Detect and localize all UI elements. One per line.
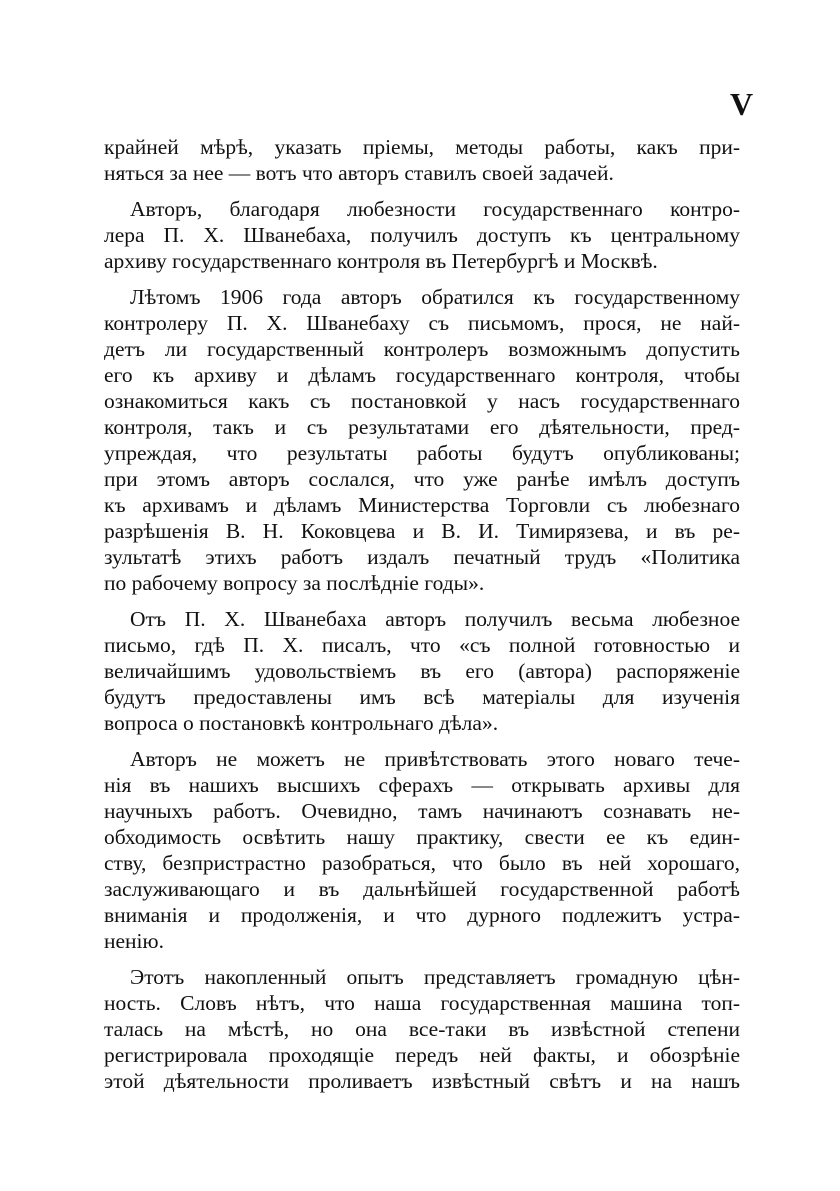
text-line: крайней мѣрѣ, указать пріемы, методы работы, какъ при-: [104, 135, 740, 159]
text-line: Этотъ накопленный опытъ представляетъ громадную цѣн-: [130, 965, 740, 989]
paragraph-4: [104, 606, 740, 736]
paragraph-5: [104, 746, 740, 954]
text-line: контролеру П. Х. Шванебаху съ письмомъ, прося, не най-: [104, 311, 740, 335]
text-line: ненію.: [104, 929, 164, 953]
text-line: упреждая, что результаты работы будутъ опубликованы;: [104, 441, 740, 465]
text-line: лера П. Х. Шванебаха, получилъ доступъ къ центральному: [104, 223, 740, 247]
text-line: Отъ П. Х. Шванебаха авторъ получилъ весьма любезное: [130, 607, 740, 631]
paragraph-3: [104, 284, 740, 596]
body-text: [104, 134, 740, 1094]
page-number: V: [730, 86, 754, 122]
text-line: нія въ нашихъ высшихъ сферахъ — открывать архивы для: [104, 773, 740, 797]
text-line: Авторъ не можетъ не привѣтствовать этого новаго тече-: [130, 747, 740, 771]
text-line: по рабочему вопросу за послѣдніе годы».: [104, 571, 485, 595]
text-line: заслуживающаго и въ дальнѣйшей государственной работѣ: [104, 877, 740, 901]
text-line: вопроса о постановкѣ контрольнаго дѣла».: [104, 711, 499, 735]
text-line: ознакомиться какъ съ постановкой у насъ государственнаго: [104, 389, 740, 413]
text-line: письмо, гдѣ П. Х. писалъ, что «съ полной готовностью и: [104, 633, 740, 657]
text-line: къ архивамъ и дѣламъ Министерства Торговли съ любезнаго: [104, 493, 740, 517]
paragraph-1: [104, 134, 740, 186]
text-line: величайшимъ удовольствіемъ въ его (автора) распоряженіе: [104, 659, 740, 683]
text-line: будутъ предоставлены имъ всѣ матеріалы для изученія: [104, 685, 740, 709]
text-line: архиву государственнаго контроля въ Петербургѣ и Москвѣ.: [104, 249, 658, 273]
text-line: няться за нее — вотъ что авторъ ставилъ своей задачей.: [104, 161, 614, 185]
text-line: зультатѣ этихъ работъ издалъ печатный трудъ «Политика: [104, 545, 740, 569]
paragraph-6: [104, 964, 740, 1094]
text-line: вниманія и продолженія, и что дурного подлежитъ устра-: [104, 903, 740, 927]
text-line: детъ ли государственный контролеръ возможнымъ допустить: [104, 337, 740, 361]
text-line: разрѣшенія В. Н. Коковцева и В. И. Тимирязева, и въ ре-: [104, 519, 740, 543]
text-line: Лѣтомъ 1906 года авторъ обратился къ государственному: [130, 285, 740, 309]
text-line: ству, безпристрастно разобраться, что было въ ней хорошаго,: [104, 851, 740, 875]
paragraph-2: [104, 196, 740, 274]
text-line: его къ архиву и дѣламъ государственнаго контроля, чтобы: [104, 363, 740, 387]
text-line: при этомъ авторъ сослался, что уже ранѣе имѣлъ доступъ: [104, 467, 740, 491]
text-line: контроля, такъ и съ результатами его дѣятельности, пред-: [104, 415, 740, 439]
text-line: ность. Словъ нѣтъ, что наша государственная машина топ-: [104, 991, 740, 1015]
text-line: регистрировала проходящіе передъ ней факты, и обозрѣніе: [104, 1043, 740, 1067]
text-line: талась на мѣстѣ, но она все-таки въ извѣстной степени: [104, 1017, 740, 1041]
text-line: этой дѣятельности проливаетъ извѣстный свѣтъ и на нашъ: [104, 1069, 740, 1093]
text-line: научныхъ работъ. Очевидно, тамъ начинаютъ сознавать не-: [104, 799, 740, 823]
text-line: Авторъ, благодаря любезности государственнаго контро-: [130, 197, 740, 221]
text-line: обходимость освѣтить нашу практику, свести ее къ един-: [104, 825, 740, 849]
